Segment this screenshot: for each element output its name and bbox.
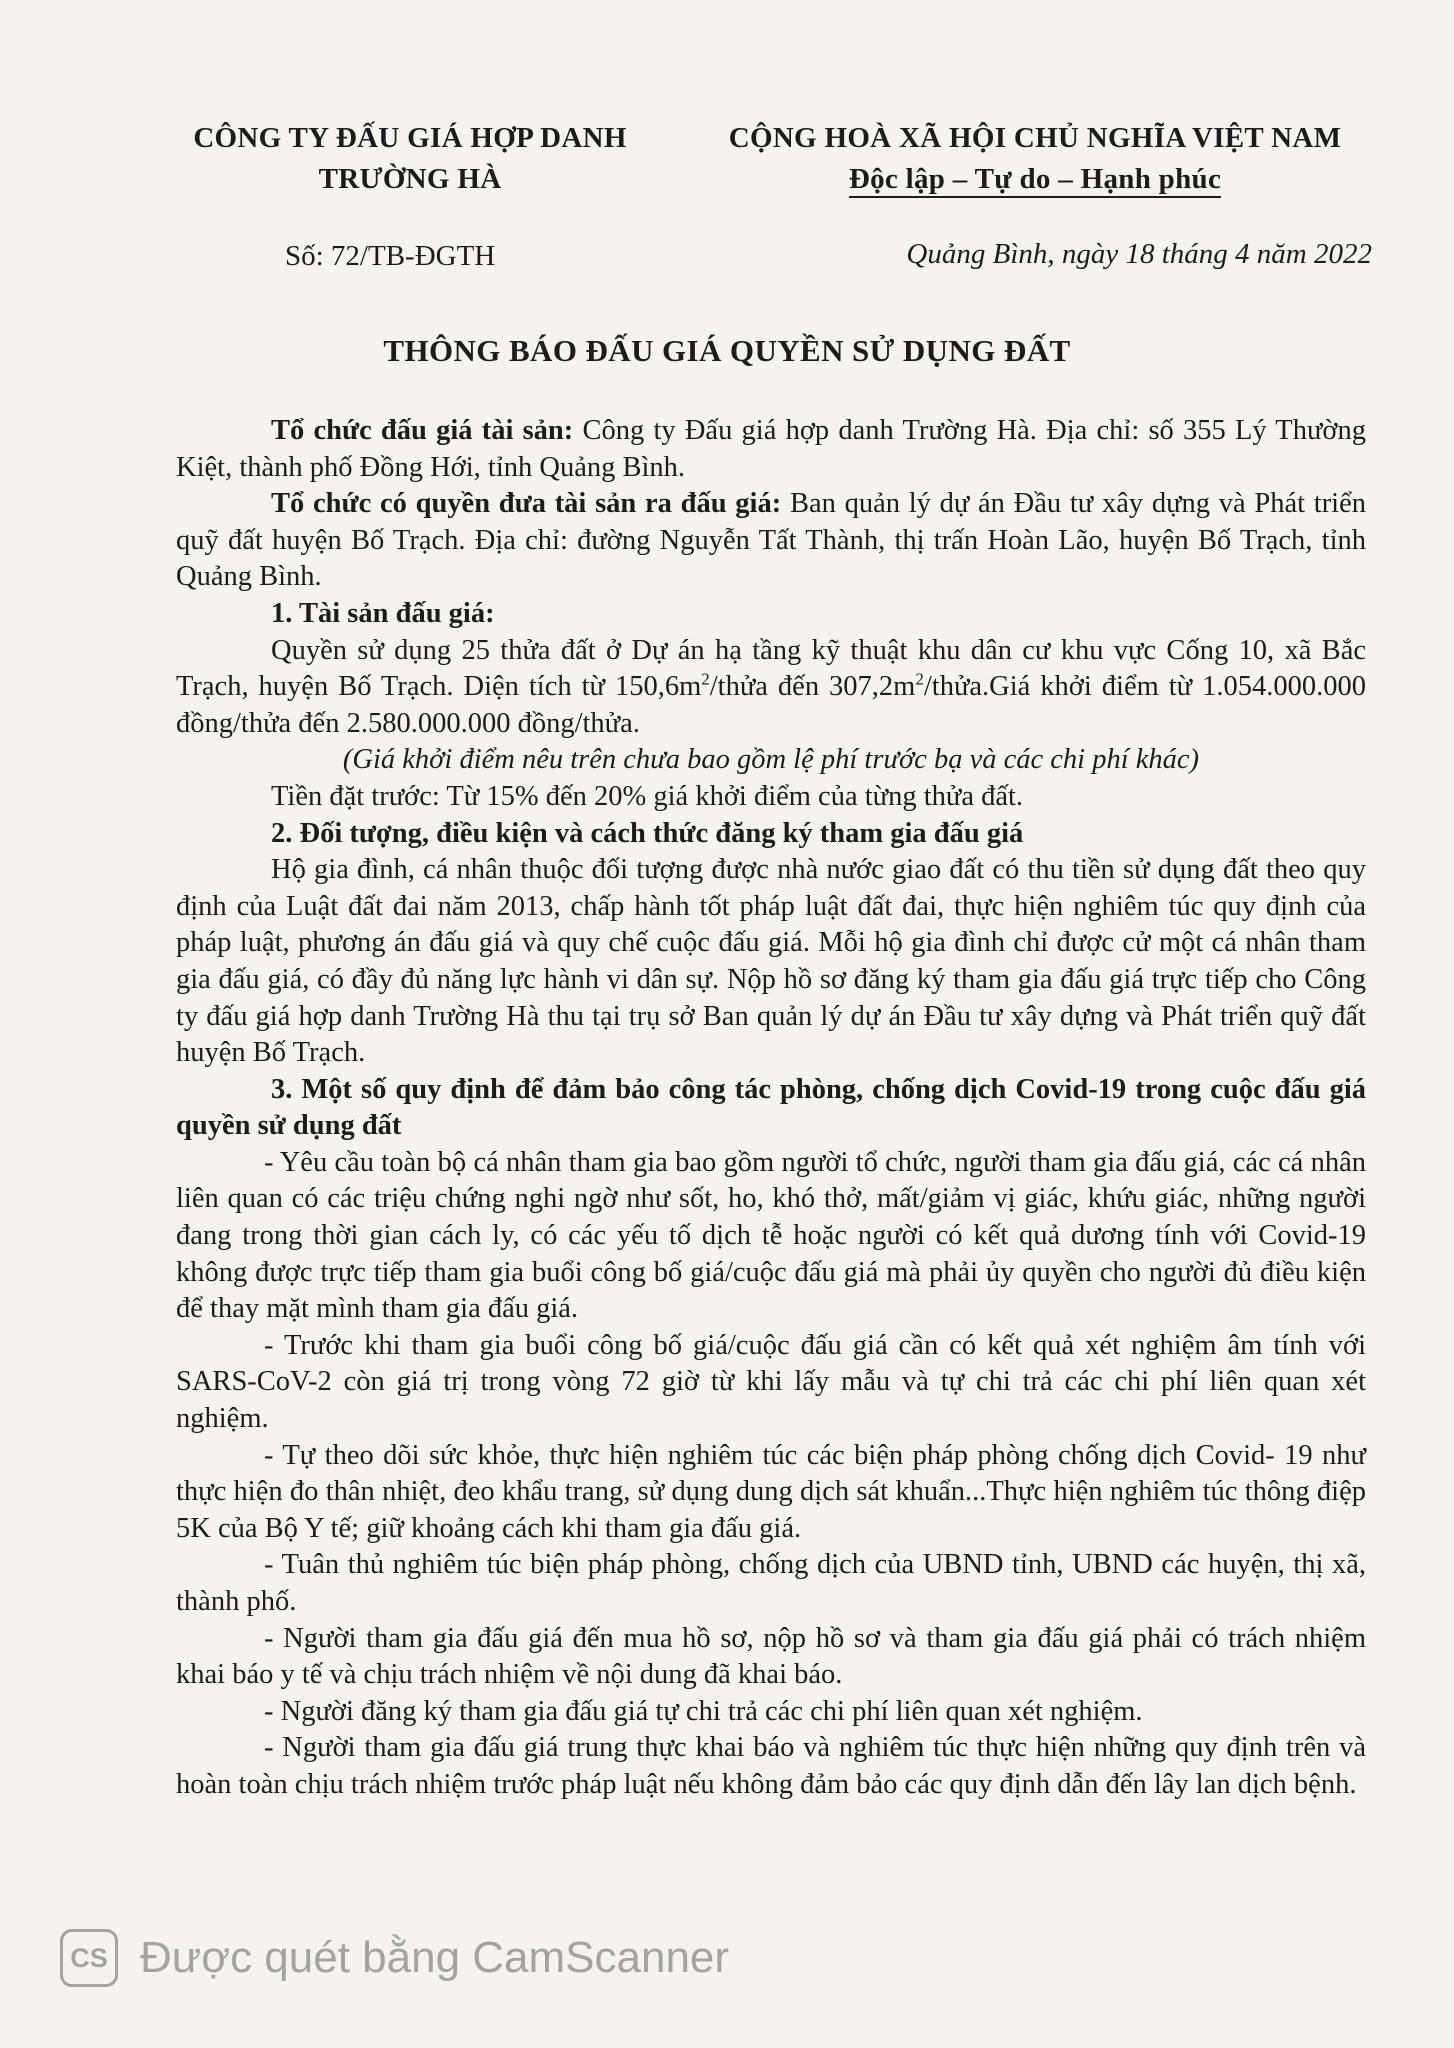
section-1-note: (Giá khởi điểm nêu trên chưa bao gồm lệ phí trước bạ và các chi phí khác) xyxy=(342,744,1200,776)
document-number: Số: 72/TB-ĐGTH xyxy=(285,240,496,272)
issuer-name: CÔNG TY ĐẤU GIÁ HỢP DANH xyxy=(193,122,627,154)
section-3-item: - Người tham gia đấu giá trung thực khai báo và nghiêm túc thực hiện những quy định trên và hoàn toàn chịu trách nhiệm trước pháp luật nếu không đảm bảo các quy định dẫn đến lây lan dịch bệnh. xyxy=(176,1732,1366,1800)
national-motto: Độc lập – Tự do – Hạnh phúc xyxy=(849,162,1221,198)
section-1-text: Quyền sử dụng 25 thửa đất ở Dự án hạ tầng kỹ thuật khu dân cư khu vực Cống 10, xã Bắc Trạch, huyện Bố Trạch. Diện tích từ $150,6m^2$/thửa đến $307,2m^2/thửa.Giá$ khởi điểm từ 1.054.000.000 đồng/thửa đến 2.580.000.000 đồng/thửa. xyxy=(176,634,1366,739)
camscanner-watermark xyxy=(60,1926,729,1990)
section-3-heading: 3. Một số quy định để đảm bảo công tác phòng, chống dịch Covid-19 trong cuộc đấu giá quyền sử dụng đất xyxy=(176,1073,1366,1142)
auction-organizer-text: Công ty Đấu giá hợp danh Trường Hà. Địa chỉ: số 355 Lý Thường Kiệt, thành phố Đồng Hới, tỉnh Quảng Bình. xyxy=(176,415,1366,483)
asset-owner-text: Ban quản lý dự án Đầu tư xây dựng và Phát triển quỹ đất huyện Bố Trạch. Địa chỉ: đường Nguyễn Tất Thành, thị trấn Hoàn Lão, huyện Bố Trạch, tỉnh Quảng Bình. xyxy=(176,488,1367,593)
document-body xyxy=(176,413,1366,1804)
asset-owner-label: Tổ chức có quyền đưa tài sản ra đấu giá: xyxy=(271,488,782,520)
section-3-item: - Người đăng ký tham gia đấu giá tự chi trả các chi phí liên quan xét nghiệm. xyxy=(264,1695,1143,1727)
issuer-name-line2: TRƯỜNG HÀ xyxy=(318,163,502,195)
section-1-deposit: Tiền đặt trước: Từ 15% đến 20% giá khởi điểm của từng thửa đất. xyxy=(271,780,1024,812)
asset-owner-paragraph xyxy=(176,486,1366,596)
section-1-heading: 1. Tài sản đấu giá: xyxy=(271,597,495,629)
national-name: CỘNG HOÀ XÃ HỘI CHỦ NGHĨA VIỆT NAM xyxy=(728,122,1342,154)
section-3-item: - Yêu cầu toàn bộ cá nhân tham gia bao gồm người tổ chức, người tham gia đấu giá, các cá nhân liên quan có các triệu chứng nghi ngờ như sốt, ho, khó thở, mất/giảm vị giác, khứu giác, những người đang trong thời gian cách ly, có các yếu tố dịch tễ hoặc người có kết quả dương tính với Covid-19 không được trực tiếp tham gia buổi công bố giá/cuộc đấu giá mà phải ủy quyền cho người đủ điều kiện để thay mặt mình tham gia đấu giá. xyxy=(176,1146,1366,1325)
section-3-item: - Trước khi tham gia buổi công bố giá/cuộc đấu giá cần có kết quả xét nghiệm âm tính với SARS-CoV-2 còn giá trị trong vòng 72 giờ từ khi lấy mẫu và tự chi trả các chi phí liên quan xét nghiệm. xyxy=(176,1329,1366,1435)
section-3-item: - Tuân thủ nghiêm túc biện pháp phòng, chống dịch của UBND tỉnh, UBND các huyện, thị xã, thành phố. xyxy=(176,1549,1366,1617)
section-2-text: Hộ gia đình, cá nhân thuộc đối tượng được nhà nước giao đất có thu tiền sử dụng đất theo quy định của Luật đất đai năm 2013, chấp hành tốt pháp luật đất đai, thực hiện nghiêm túc quy định của pháp luật, phương án đấu giá và quy chế cuộc đấu giá. Mỗi hộ gia đình chỉ được cử một cá nhân tham gia đấu giá, có đầy đủ năng lực hành vi dân sự. Nộp hồ sơ đăng ký tham gia đấu giá trực tiếp cho Công ty đấu giá hợp danh Trường Hà thu tại trụ sở Ban quản lý dự án Đầu tư xây dựng và Phát triển quỹ đất huyện Bố Trạch. xyxy=(176,854,1366,1069)
document-title: THÔNG BÁO ĐẤU GIÁ QUYỀN SỬ DỤNG ĐẤT xyxy=(383,333,1071,368)
issuer-block xyxy=(150,118,670,200)
section-3-item: - Tự theo dõi sức khỏe, thực hiện nghiêm túc các biện pháp phòng chống dịch Covid- 19 như thực hiện đo thân nhiệt, đeo khẩu trang, sử dụng dung dịch sát khuẩn...Thực hiện nghiêm túc thông điệp 5K của Bộ Y tế; giữ khoảng cách khi tham gia đấu giá. xyxy=(176,1439,1366,1544)
auction-organizer-label: Tổ chức đấu giá tài sản: xyxy=(271,415,574,446)
camscanner-logo-icon: CS xyxy=(60,1929,118,1987)
section-2-heading: 2. Đối tượng, điều kiện và cách thức đăng ký tham gia đấu giá xyxy=(271,817,1024,849)
national-heading-block xyxy=(680,118,1390,200)
watermark-text: Được quét bằng CamScanner xyxy=(140,1933,730,1982)
place-and-date: Quảng Bình, ngày 18 tháng 4 năm 2022 xyxy=(906,238,1372,270)
auction-organizer-paragraph xyxy=(176,413,1366,486)
section-3-item: - Người tham gia đấu giá đến mua hồ sơ, nộp hồ sơ và tham gia đấu giá phải có trách nhiệm khai báo y tế và chịu trách nhiệm về nội dung đã khai báo. xyxy=(176,1622,1366,1691)
